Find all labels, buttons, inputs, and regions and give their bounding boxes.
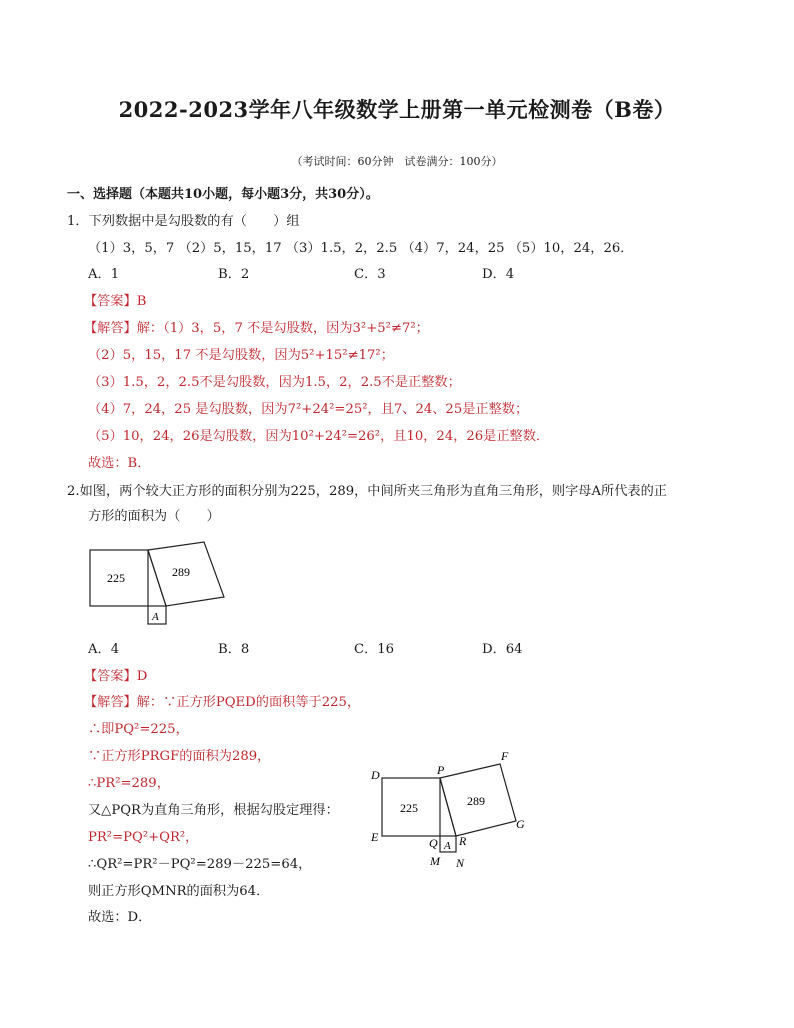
q2-figure [80,540,250,632]
label-n: N [456,856,465,870]
q2-option-c: C．16 [354,642,395,657]
q2-conclusion: 故选：D． [88,910,152,925]
label-m: M [430,854,440,868]
q1-groups: （1）3，5，7 （2）5，15，17 （3）1.5，2，2.5 （4）7，24，25 （5）10，24，26． [88,241,634,256]
label-p: P [437,763,445,777]
q2-solution-line-8: 则正方形QMNR的面积为64． [88,884,270,899]
section-heading: 一、选择题（本题共10小题，每小题3分，共30分）。 [67,187,379,202]
page-title: 2022-2023学年八年级数学上册第一单元检测卷（B卷） [118,97,676,122]
q2-answer: 【答案】D [84,669,148,684]
label-q: Q [429,836,438,850]
label-a: A [152,611,159,623]
q1-option-d: D．4 [482,267,515,282]
label-225: 225 [107,571,125,585]
label-f: F [501,749,509,763]
hypotenuse-line [148,550,166,606]
q2-solution-line-5: 又△PQR为直角三角形，根据勾股定理得： [88,803,339,818]
label-g: G [516,817,525,831]
q1-solution-text-1: 解：（1）3，5，7 不是勾股数，因为3²+5²≠7²； [136,321,429,336]
exam-info: （考试时间：60分钟 试卷满分：100分） [291,155,503,168]
q2-solution-line-2: ∴即PQ²=225， [88,722,189,737]
q1-solution-line-3: （3）1.5，2，2.5不是勾股数，因为1.5，2，2.5不是正整数； [88,375,461,390]
q2-solution-line-3: ∵正方形PRGF的面积为289， [88,749,271,764]
q2-option-b: B．8 [218,642,250,657]
q2-option-d: D．64 [482,642,523,657]
label-a-small: A [444,840,451,852]
label-r: R [459,834,467,848]
label-d: D [371,768,380,782]
label-225-solution: 225 [400,801,418,815]
q2-solution-text-1: 解：∵正方形PQED的面积等于225， [136,695,361,710]
q1-solution-tag: 【解答】 [84,321,137,336]
q2-solution-line-4: ∴PR²=289， [88,776,170,791]
q1-solution-line-5: （5）10，24，26是勾股数，因为10²+24²=26²，且10，24，26是正整数． [88,429,550,444]
label-289: 289 [172,565,190,579]
q1-solution-line-1 [84,317,429,336]
q1-conclusion: 故选：B． [88,456,151,471]
q2-solution-tag: 【解答】 [84,695,137,710]
q1-solution-line-2: （2）5，15，17 不是勾股数，因为5²+15²≠17²； [88,348,394,363]
label-289-solution: 289 [467,794,485,808]
label-e: E [371,830,379,844]
q2-stem-line-2: 方形的面积为（ ） [88,509,220,524]
q1-answer: 【答案】B [84,294,147,309]
q2-stem-line-1: 2.如图，两个较大正方形的面积分别为225，289，中间所夹三角形为直角三角形，则字母A所代表的正 [67,484,667,499]
q2-option-a: A．4 [88,642,120,657]
q2-solution-figure [362,745,542,875]
segment-pr [440,778,456,836]
q1-option-a: A．1 [88,267,120,282]
q2-solution-line-7: ∴QR²=PR²－PQ²=289－225=64， [88,857,312,872]
q2-solution-line-6: PR²=PQ²+QR²， [88,830,199,845]
q1-solution-line-4: （4）7，24，25 是勾股数，因为7²+24²=25²，且7、24、25是正整数； [88,402,529,417]
q1-option-c: C．3 [354,267,386,282]
q2-solution-line-1 [84,691,360,710]
q1-stem: 1．下列数据中是勾股数的有（ ）组 [67,214,300,229]
q1-option-b: B．2 [218,267,250,282]
